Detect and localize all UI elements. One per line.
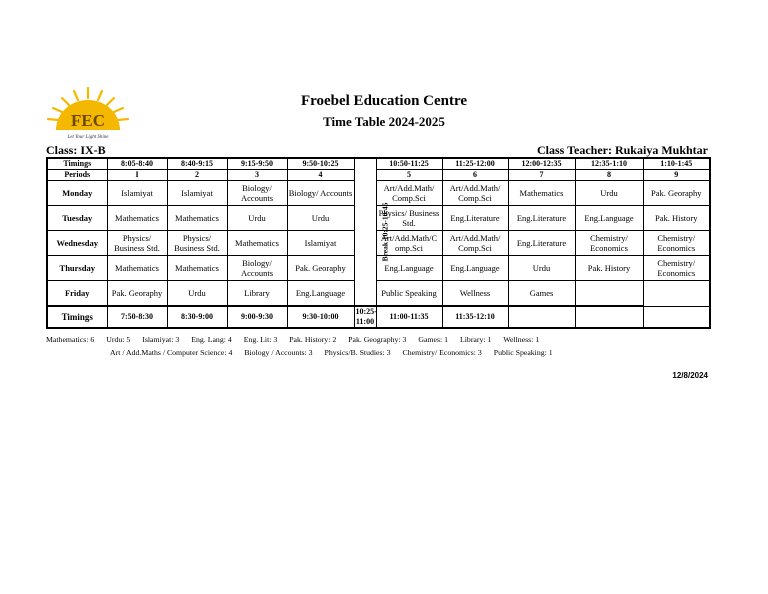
- subject-cell: Pak. Georaphy: [287, 256, 354, 281]
- period-number: 5: [376, 170, 442, 181]
- summary-item: Eng. Lit: 3: [243, 335, 278, 344]
- period-number: I: [107, 170, 167, 181]
- subject-cell: Islamiyat: [167, 181, 227, 206]
- subject-cell: Mathematics: [227, 231, 287, 256]
- summary-item: Urdu: 5: [106, 335, 131, 344]
- summary-item: Public Speaking: 1: [493, 348, 553, 357]
- day-row-monday: [47, 181, 710, 206]
- timing-cell: 12:00-12:35: [508, 158, 575, 170]
- period-number: 6: [442, 170, 508, 181]
- subject-cell: Eng.Literature: [508, 206, 575, 231]
- friday-timing-cell: 11:35-12:10: [442, 306, 508, 328]
- subject-cell: Physics/ Business Std.: [167, 231, 227, 256]
- subject-cell: Eng.Literature: [508, 231, 575, 256]
- summary-item: Islamiyat: 3: [142, 335, 180, 344]
- period-number: 8: [575, 170, 643, 181]
- subject-cell: Pak. History: [643, 206, 710, 231]
- subject-cell: Urdu: [227, 206, 287, 231]
- school-name: Froebel Education Centre: [300, 93, 468, 109]
- document-date: 12/8/2024: [672, 371, 708, 380]
- subject-cell: Art/Add.Math/ Comp.Sci: [442, 231, 508, 256]
- subject-cell: Eng.Literature: [442, 206, 508, 231]
- summary-item: Wellness: 1: [503, 335, 540, 344]
- timing-cell: 8:40-9:15: [167, 158, 227, 170]
- subject-cell: Physics/ Business Std.: [376, 206, 442, 231]
- friday-timing-cell: 10:25-11:00: [355, 307, 377, 326]
- summary-item: Library: 1: [460, 335, 492, 344]
- day-row-thursday: [47, 256, 710, 281]
- subject-cell: Pak. History: [575, 256, 643, 281]
- friday-timing-cell: [508, 306, 575, 328]
- period-number: 4: [287, 170, 354, 181]
- subject-cell: Biology/ Accounts: [227, 181, 287, 206]
- subject-cell: Islamiyat: [287, 231, 354, 256]
- svg-text:Let Your Light Shine: Let Your Light Shine: [67, 135, 109, 140]
- subject-cell: Eng.Language: [376, 256, 442, 281]
- subject-cell: Mathematics: [508, 181, 575, 206]
- subject-cell: Chemistry/ Economics: [643, 256, 710, 281]
- subject-cell: Library: [227, 281, 287, 307]
- class-teacher-label: Class Teacher: Rukaiya Mukhtar: [536, 143, 708, 157]
- subject-cell: Physics/ Business Std.: [107, 231, 167, 256]
- summary-item: Art / Add.Maths / Computer Science: 4: [110, 348, 233, 357]
- summary-item: Physics/B. Studies: 3: [324, 348, 391, 357]
- subject-cell: Art/Add.Math/ Comp.Sci: [376, 181, 442, 206]
- period-number: 3: [227, 170, 287, 181]
- day-row-tuesday: [47, 206, 710, 231]
- timing-cell: 10:50-11:25: [376, 158, 442, 170]
- class-label: Class: IX-B: [46, 143, 106, 157]
- subject-cell: Chemistry/ Economics: [575, 231, 643, 256]
- subject-cell: [575, 281, 643, 307]
- timing-cell: 9:50-10:25: [287, 158, 354, 170]
- subject-cell: Biology/ Accounts: [227, 256, 287, 281]
- subject-cell: Eng.Language: [287, 281, 354, 307]
- timetable-grid: [46, 157, 711, 329]
- subject-cell: Mathematics: [107, 256, 167, 281]
- timing-cell: 9:15-9:50: [227, 158, 287, 170]
- subject-cell: Urdu: [167, 281, 227, 307]
- subject-cell: Urdu: [508, 256, 575, 281]
- day-label: Wednesday: [47, 231, 107, 256]
- subject-cell: Pak. Georaphy: [107, 281, 167, 307]
- subject-cell: Wellness: [442, 281, 508, 307]
- summary-item: Pak. Geography: 3: [348, 335, 407, 344]
- day-label: Friday: [47, 281, 107, 307]
- timing-cell: 8:05-8:40: [107, 158, 167, 170]
- friday-timing-cell: 8:30-9:00: [167, 306, 227, 328]
- period-number: 9: [643, 170, 710, 181]
- subject-cell: Art/Add.Math/C omp.Sci: [376, 231, 442, 256]
- period-number: 7: [508, 170, 575, 181]
- svg-text:FEC: FEC: [71, 111, 105, 130]
- day-row-wednesday: [47, 231, 710, 256]
- subject-cell: Games: [508, 281, 575, 307]
- subject-cell: Art/Add.Math/ Comp.Sci: [442, 181, 508, 206]
- friday-timings-label: Timings: [47, 306, 107, 328]
- timings-label: Timings: [47, 158, 107, 170]
- subject-cell: Mathematics: [167, 206, 227, 231]
- subject-cell: Pak. Georaphy: [643, 181, 710, 206]
- summary-item: Mathematics: 6: [46, 335, 95, 344]
- subject-cell: Urdu: [287, 206, 354, 231]
- friday-timing-cell: [575, 306, 643, 328]
- friday-timings-row: [47, 306, 710, 328]
- subject-cell: Biology/ Accounts: [287, 181, 354, 206]
- subject-cell: Islamiyat: [107, 181, 167, 206]
- timing-cell: 11:25-12:00: [442, 158, 508, 170]
- period-number: 2: [167, 170, 227, 181]
- day-label: Tuesday: [47, 206, 107, 231]
- periods-header-row: [47, 170, 710, 181]
- period-count-summary-line-2: [110, 348, 563, 357]
- summary-item: Pak. History: 2: [289, 335, 337, 344]
- friday-timing-cell: 11:00-11:35: [376, 306, 442, 328]
- day-label: Monday: [47, 181, 107, 206]
- timetable-title: Time Table 2024-2025: [323, 114, 445, 129]
- summary-item: Biology / Accounts: 3: [244, 348, 313, 357]
- friday-timing-cell: 9:30-10:00: [287, 306, 354, 328]
- subject-cell: Mathematics: [167, 256, 227, 281]
- summary-item: Chemistry/ Economics: 3: [402, 348, 482, 357]
- break-column: [354, 158, 389, 306]
- summary-item: Games: 1: [418, 335, 449, 344]
- subject-cell: [643, 281, 710, 307]
- timing-cell: 12:35-1:10: [575, 158, 643, 170]
- break-label: Break 10:25-10:45: [379, 202, 389, 262]
- friday-timing-cell: 9:00-9:30: [227, 306, 287, 328]
- day-label: Thursday: [47, 256, 107, 281]
- timings-header-row: [47, 158, 710, 170]
- timing-cell: 1:10-1:45: [643, 158, 710, 170]
- subject-cell: Public Speaking: [376, 281, 442, 307]
- day-row-friday: [47, 281, 710, 307]
- summary-item: Eng. Lang: 4: [191, 335, 232, 344]
- subject-cell: Urdu: [575, 181, 643, 206]
- subject-cell: Eng.Language: [575, 206, 643, 231]
- friday-timing-cell: 7:50-8:30: [107, 306, 167, 328]
- subject-cell: Mathematics: [107, 206, 167, 231]
- subject-cell: Chemistry/ Economics: [643, 231, 710, 256]
- subject-cell: Eng.Language: [442, 256, 508, 281]
- periods-label: Periods: [47, 170, 107, 181]
- period-count-summary-line-1: [46, 335, 549, 344]
